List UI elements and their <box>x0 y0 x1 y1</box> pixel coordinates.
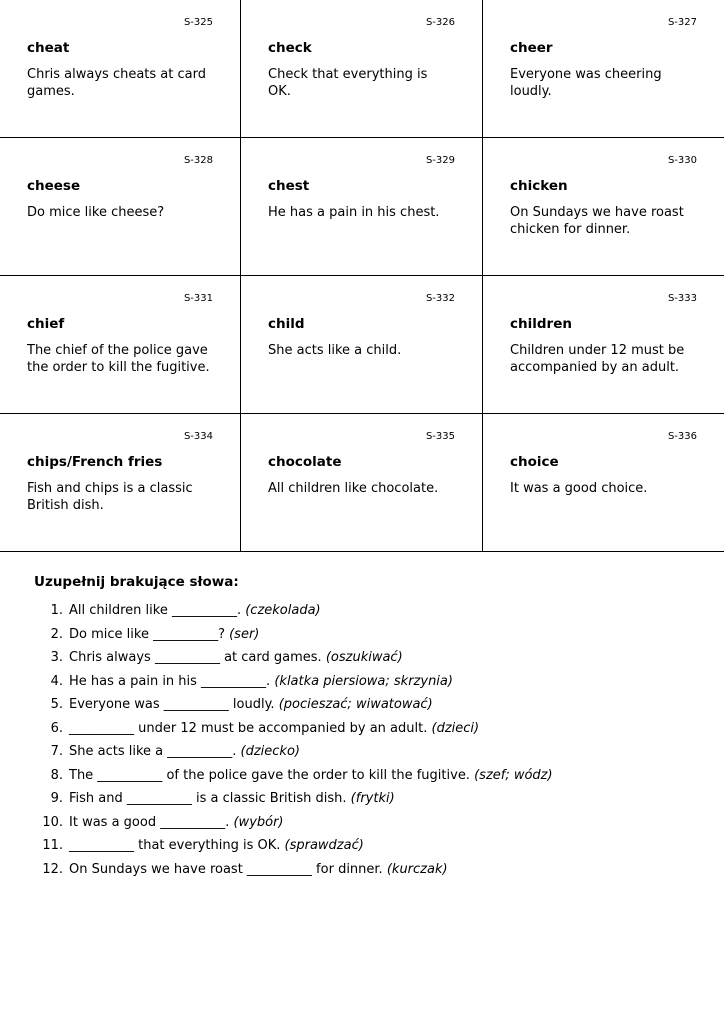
exercise-item <box>0 768 724 792</box>
item-text: Chris always __________ at card games. <box>69 650 322 665</box>
flashcard <box>483 414 724 552</box>
card-code: S-333 <box>667 293 697 304</box>
flashcard <box>241 0 483 138</box>
item-text: All children like __________. <box>69 603 242 618</box>
card-code: S-332 <box>425 293 455 304</box>
card-sentence: He has a pain in his chest. <box>268 205 440 220</box>
flashcard <box>241 276 483 414</box>
item-text-wrap <box>69 603 321 618</box>
card-sentence: Do mice like cheese? <box>27 205 165 220</box>
exercise-item <box>0 744 724 768</box>
flashcard <box>483 276 724 414</box>
item-text: She acts like a __________. <box>69 744 237 759</box>
card-sentence: Check that everything is OK. <box>268 67 428 99</box>
item-text-wrap <box>69 838 364 853</box>
item-hint: (czekolada) <box>245 603 321 618</box>
item-text-wrap <box>69 815 284 830</box>
card-sentence: Children under 12 must be accompanied by an adult. <box>510 343 685 375</box>
exercise-item <box>0 838 724 862</box>
card-code: S-325 <box>183 17 213 28</box>
item-text: Do mice like __________? <box>69 626 225 642</box>
exercise-item <box>0 791 724 815</box>
item-text-wrap <box>69 674 453 689</box>
card-sentence: Fish and chips is a classic British dish. <box>27 481 193 513</box>
card-word: chips/French fries <box>27 454 163 470</box>
card-word: chicken <box>510 178 568 194</box>
card-word: cheat <box>27 40 70 56</box>
item-number: 11. <box>42 838 63 853</box>
item-hint: (dziecko) <box>240 744 300 759</box>
card-code: S-334 <box>183 431 213 442</box>
card-word: choice <box>510 454 559 470</box>
flashcard <box>0 276 241 414</box>
exercise-item <box>0 697 724 721</box>
item-text-wrap <box>69 791 395 806</box>
item-hint: (kurczak) <box>386 861 448 877</box>
card-sentence: All children like chocolate. <box>268 481 439 496</box>
item-text: Fish and __________ is a classic British dish. <box>69 791 347 806</box>
card-code: S-336 <box>667 431 697 442</box>
flashcard <box>241 138 483 276</box>
flashcard <box>0 0 241 138</box>
item-number: 7. <box>50 744 63 759</box>
item-text: The __________ of the police gave the order to kill the fugitive. <box>69 767 470 783</box>
item-text-wrap <box>69 721 479 736</box>
item-hint: (ser) <box>229 626 260 642</box>
card-sentence: On Sundays we have roast chicken for dinner. <box>510 205 684 237</box>
item-number: 4. <box>50 673 63 689</box>
exercise-list <box>0 603 724 885</box>
exercise-item <box>0 815 724 839</box>
item-hint: (pocieszać; wiwatować) <box>278 697 433 712</box>
card-sentence: Chris always cheats at card games. <box>27 67 206 99</box>
item-text-wrap <box>69 650 403 665</box>
flashcard <box>0 138 241 276</box>
card-word: chief <box>27 316 65 332</box>
card-code: S-330 <box>667 155 697 166</box>
card-word: children <box>510 316 572 332</box>
card-word: chocolate <box>268 454 342 470</box>
exercise-item <box>0 650 724 674</box>
item-text-wrap <box>69 744 300 759</box>
item-text: It was a good __________. <box>69 814 230 830</box>
exercise-item <box>0 862 724 886</box>
item-number: 3. <box>50 650 63 665</box>
item-number: 9. <box>50 791 63 806</box>
flashcard <box>0 414 241 552</box>
item-text-wrap <box>69 627 259 642</box>
item-text: On Sundays we have roast __________ for dinner. <box>69 861 383 877</box>
card-word: chest <box>268 178 310 194</box>
card-code: S-335 <box>425 431 455 442</box>
item-hint: (wybór) <box>233 814 284 830</box>
card-code: S-327 <box>667 17 697 28</box>
item-number: 6. <box>50 720 63 736</box>
item-hint: (dzieci) <box>431 720 480 736</box>
card-word: cheese <box>27 178 81 194</box>
card-code: S-331 <box>183 293 213 304</box>
card-sentence: She acts like a child. <box>268 343 402 358</box>
item-number: 8. <box>50 767 63 783</box>
flashcard <box>483 0 724 138</box>
exercise-item <box>0 721 724 745</box>
item-text-wrap <box>69 768 553 783</box>
item-hint: (frytki) <box>350 791 395 806</box>
item-text-wrap <box>69 862 448 877</box>
item-text: Everyone was __________ loudly. <box>69 697 275 712</box>
item-text: He has a pain in his __________. <box>69 673 271 689</box>
card-word: child <box>268 316 305 332</box>
exercise-title: Uzupełnij brakujące słowa: <box>34 574 239 590</box>
card-code: S-328 <box>183 155 213 166</box>
item-text: __________ under 12 must be accompanied by an adult. <box>69 720 428 736</box>
flashcard <box>241 414 483 552</box>
card-sentence: Everyone was cheering loudly. <box>510 67 662 99</box>
item-number: 1. <box>50 603 63 618</box>
item-number: 2. <box>50 626 63 642</box>
exercise-item <box>0 603 724 627</box>
card-sentence: It was a good choice. <box>510 481 648 496</box>
card-code: S-329 <box>425 155 455 166</box>
card-word: check <box>268 40 312 56</box>
exercise-item <box>0 627 724 651</box>
item-text-wrap <box>69 697 433 712</box>
item-number: 12. <box>42 861 63 877</box>
card-word: cheer <box>510 40 553 56</box>
item-hint: (szef; wódz) <box>474 767 553 783</box>
flashcard <box>483 138 724 276</box>
exercise-item <box>0 674 724 698</box>
item-number: 10. <box>42 814 63 830</box>
card-sentence: The chief of the police gave the order to kill the fugitive. <box>27 343 210 375</box>
item-hint: (klatka piersiowa; skrzynia) <box>274 673 453 689</box>
item-hint: (sprawdzać) <box>284 838 364 853</box>
item-number: 5. <box>50 697 63 712</box>
item-hint: (oszukiwać) <box>325 650 403 665</box>
card-code: S-326 <box>425 17 455 28</box>
item-text: __________ that everything is OK. <box>69 838 281 853</box>
